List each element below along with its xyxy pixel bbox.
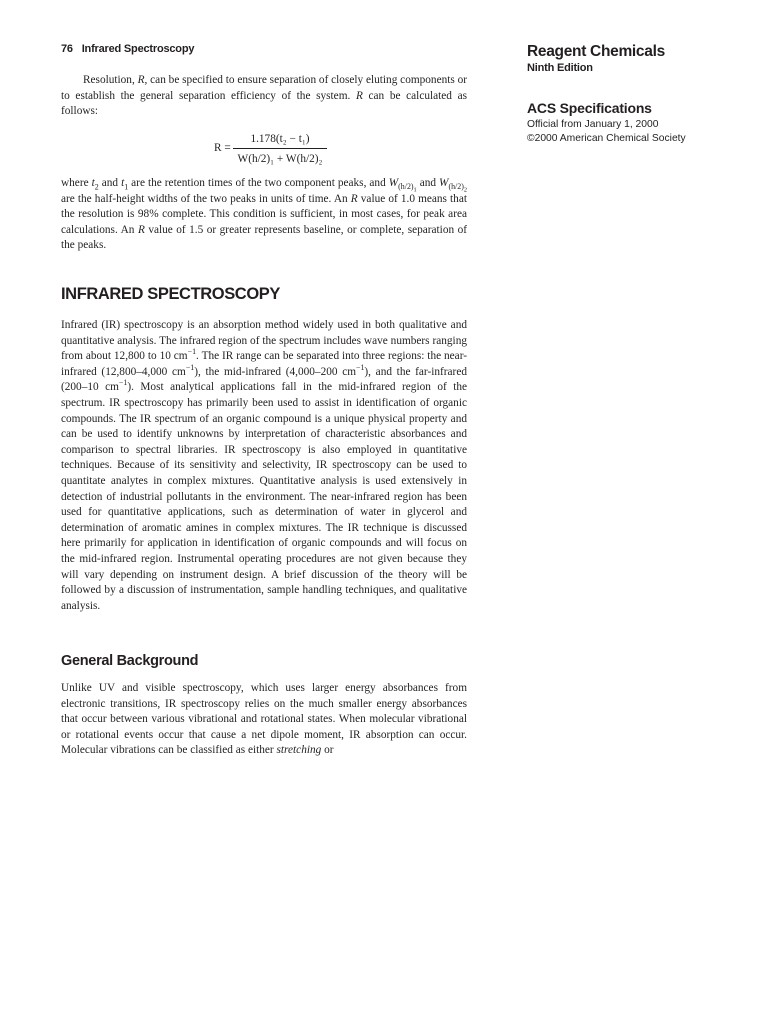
resolution-paragraph [61,73,467,120]
specs-title: ACS Specifications [527,100,652,116]
formula-numerator: 1.178(t₂ − t₁) [250,133,310,145]
copyright-notice: ©2000 American Chemical Society [527,133,686,144]
ir-intro-text: Infrared (IR) spectroscopy is an absorption method widely used in both qualitative and quantitative analysis. The infrared region of the spectrum includes wave numbers ranging from about 12,800 to 10 $cm^{-1}$. The IR range can be separated into three regions: the near-infrared (12,800–4,000 $cm^{-1}$), the mid-infrared (4,000–200 $cm^{-1}$), and the far-infrared (200–10 $cm^{-1}$). Most analytical applications fall in the mid-infrared region of the spectrum. IR spectroscopy has primarily been used to assist in identification of organic compounds. The IR spectrum of an organic compound is a unique physical property and can be used to identify unknowns by interpretation of characteristic absorbances and comparison to spectral libraries. IR spectroscopy is also employed in quantitative techniques. Because of its sensitivity and selectivity, IR spectroscopy can be used to quantitate analytes in complex mixtures. Quantitative analysis is used extensively in detection of industrial pollutants in the environment. The near-infrared region has been used for quantitative applications, such as determination of water in glycerol and determination of aromatic amines in complex mixtures. The IR technique is discussed here primarily for application in identification of organic compounds and will focus on the mid-infrared region. Instrumental operating procedures are not given because they will vary depending on instrument design. A brief discussion of the theory will be followed by a discussion of instrumentation, sample handling techniques, and qualitative analysis. [61,319,468,612]
book-sidebar [527,42,747,146]
background-paragraph [61,681,467,759]
ir-intro-paragraph [61,318,467,614]
subsection-heading: General Background [61,653,199,669]
formula-denominator: W(h/2)₁ + W(h/2)₂ [237,153,323,165]
resolution-explanation [61,176,467,254]
resolution-definition: where $t_2$ and $t_1$ are the retention times of the two component peaks, and $W_{(h/2)_1}$ and $W_{(h/2)_2}$ are the half-height widths of the two peaks in units of time. An R value of 1.0 means that the resolution is 98% complete. This condition is sufficient, in most cases, for peak area calculations. An R value of 1.5 or greater represents baseline, or complete, separation of the peaks. [61,177,468,252]
formula-fraction [233,131,327,167]
resolution-intro: Resolution, R, can be specified to ensure separation of closely eluting components or to establish the general separation efficiency of the system. R can be calculated as follows: [61,74,468,118]
formula-lhs: R = [214,142,231,154]
running-title: Infrared Spectroscopy [81,43,195,55]
book-edition: Ninth Edition [527,62,593,74]
fraction-bar [233,148,327,149]
page-number: 76 [61,43,73,55]
official-date: Official from January 1, 2000 [527,119,659,130]
book-title: Reagent Chemicals [527,43,665,60]
section-heading: INFRARED SPECTROSCOPY [61,285,280,303]
background-text: Unlike UV and visible spectroscopy, which uses larger energy absorbances from electronic transitions, IR spectroscopy relies on the much smaller energy absorbances that occur between various vibrational and rotational states. When molecular vibrational or rotational events occur that cause a net dipole moment, IR absorption can occur. Molecular vibrations can be classified as either stretching or [61,682,467,757]
running-header [61,43,194,55]
